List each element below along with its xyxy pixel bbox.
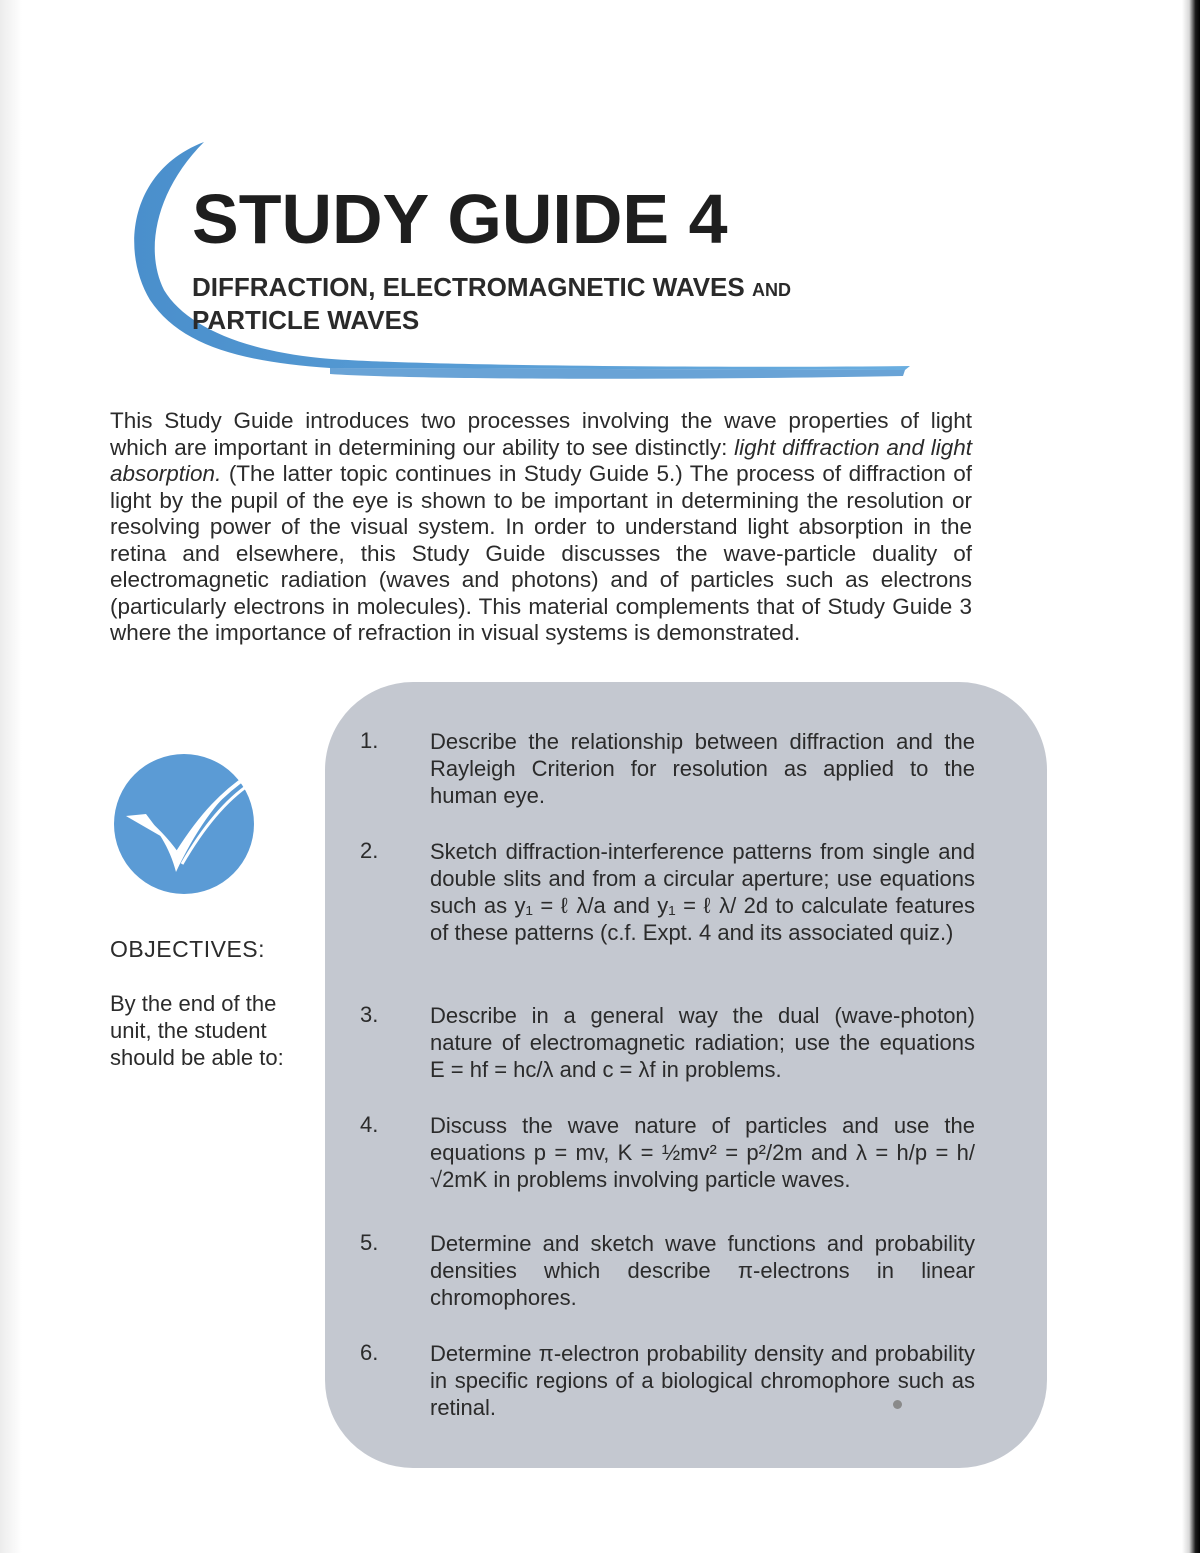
page-subtitle (192, 272, 791, 335)
intro-paragraph (110, 408, 972, 647)
objectives-description: By the end of the unit, the student should be able to: (110, 991, 284, 1070)
objective-text: Describe the relationship between diffraction and the Rayleigh Criterion for resolution as applied to the human eye. (430, 729, 975, 808)
header-swoosh-decoration (100, 130, 920, 390)
intro-text-2: (The latter topic continues in Study Guide 5.) The process of diffraction of light by the pupil of the eye is shown to be important in determining the resolution or resolving power of the visual system. In order to understand light absorption in the retina and elsewhere, this Study Guide discusses the wave-particle duality of electromagnetic radiation (waves and photons) and of particles such as electrons (particularly electrons in molecules). This material complements that of Study Guide 3 where the importance of refraction in visual systems is demonstrated. (110, 461, 972, 645)
checkmark-icon (112, 752, 256, 896)
bullet-dot (893, 1400, 902, 1409)
objective-text: Sketch diffraction-interference patterns from single and double slits and from a circular aperture; use equations such as y₁ = ℓ λ/a and y₁ = ℓ λ/ 2d to calculate features of these patterns (c.f. Expt. 4 and its associated quiz.) (430, 839, 975, 945)
objective-text: Discuss the wave nature of particles and use the equations p = mv, K = ½mv² = p²/2m and λ = h/p = h/√2mK in problems involving particle waves. (430, 1113, 975, 1192)
objective-number: 5. (360, 1230, 379, 1255)
objective-number: 3. (360, 1002, 379, 1027)
subtitle-and: AND (751, 280, 791, 300)
intro-emphasis: light diffraction and light absorption. (110, 434, 972, 486)
objective-number: 2. (360, 838, 379, 863)
page-title: STUDY GUIDE 4 (192, 180, 728, 258)
scan-right-edge (1182, 0, 1200, 1553)
scan-left-edge (0, 0, 22, 1553)
objective-number: 1. (360, 728, 379, 753)
intro-text-1: This Study Guide introduces two processes involving the wave properties of light which are important in determining our ability to see distinctly: (110, 408, 972, 460)
objective-number: 6. (360, 1340, 379, 1365)
subtitle-line-2: PARTICLE WAVES (192, 305, 420, 335)
objective-number: 4. (360, 1112, 379, 1137)
objective-text: Determine and sketch wave functions and probability densities which describe π-electrons in linear chromophores. (430, 1231, 975, 1310)
subtitle-line-1: DIFFRACTION, ELECTROMAGNETIC WAVES (192, 272, 745, 302)
objectives-heading: OBJECTIVES: (110, 936, 266, 962)
objective-text: Describe in a general way the dual (wave-photon) nature of electromagnetic radiation; use the equations E = hf = hc/λ and c = λf in problems. (430, 1003, 975, 1082)
objective-text: Determine π-electron probability density and probability in specific regions of a biological chromophore such as retinal. (430, 1341, 975, 1420)
